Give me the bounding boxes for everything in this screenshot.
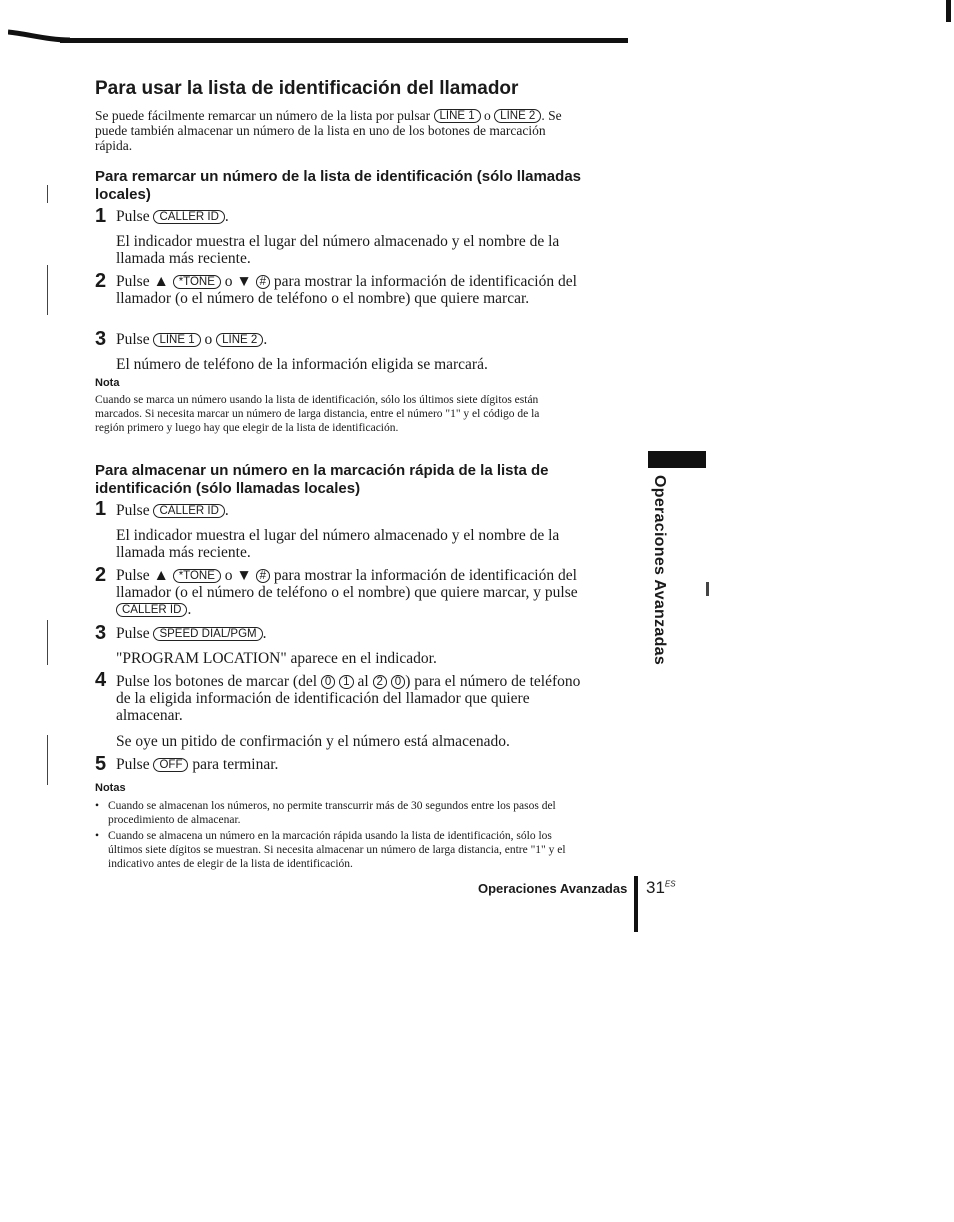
section-tab-marker	[648, 451, 706, 468]
footer-divider	[634, 876, 638, 932]
step-text: Pulse ▲ *TONE o ▼ # para mostrar la información de identificación del llamador (o el número de teléfono o el nombre) que quiere marcar, y pulse CALLER ID .	[116, 567, 578, 618]
digit-0-key: 0	[391, 675, 405, 689]
step-text: Pulse LINE 1 o LINE 2 .	[116, 331, 268, 348]
line-2-key: LINE 2	[216, 333, 263, 347]
scan-speck	[47, 735, 48, 785]
header-rule	[60, 38, 628, 43]
step-description: "PROGRAM LOCATION" aparece en el indicador.	[116, 650, 437, 667]
scan-speck	[47, 265, 48, 315]
step-description: El indicador muestra el lugar del número almacenado y el nombre de la llamada más reciente.	[116, 527, 560, 561]
scan-speck	[706, 582, 709, 596]
page-number: $31^{ES}$	[646, 878, 676, 897]
tone-key: *TONE	[173, 275, 221, 289]
note-heading: Nota	[95, 377, 120, 389]
line-1-key: LINE 1	[434, 109, 481, 123]
step-number: 3	[95, 328, 107, 350]
step-number: 2	[95, 270, 107, 292]
sidebar-section-label: Operaciones Avanzadas	[651, 475, 668, 666]
note-item: • Cuando se almacenan los números, no permite transcurrir más de 30 segundos entre los pasos del procedimiento de almacenar.	[95, 800, 556, 826]
step-text: Pulse SPEED DIAL/PGM .	[116, 625, 267, 642]
step-number: 5	[95, 753, 107, 775]
step-description: El número de teléfono de la información eligida se marcará.	[116, 356, 488, 373]
step-description: Se oye un pitido de confirmación y el número está almacenado.	[116, 733, 510, 750]
note-item: • Cuando se almacena un número en la marcación rápida usando la lista de identificación, sólo los últimos siete dígitos se muestran. Si necesita almacenar un número de larga distancia, entre "1" y el indicativo antes de elegir de la lista de identificación.	[95, 830, 566, 870]
step-text: Pulse ▲ *TONE o ▼ # para mostrar la información de identificación del llamador (o el número de teléfono o el nombre) que quiere marcar.	[116, 273, 577, 307]
step-description: El indicador muestra el lugar del número almacenado y el nombre de la llamada más reciente.	[116, 233, 560, 267]
step-text: Pulse CALLER ID .	[116, 502, 229, 519]
digit-0-key: 0	[321, 675, 335, 689]
step-number: 1	[95, 498, 107, 520]
scan-speck	[47, 620, 48, 665]
digit-1-key: 1	[339, 675, 353, 689]
page-title: Para usar la lista de identificación del llamador	[95, 78, 519, 99]
speed-dial-pgm-key: SPEED DIAL/PGM	[153, 627, 262, 641]
line-2-key: LINE 2	[494, 109, 541, 123]
notes-heading: Notas	[95, 782, 126, 794]
footer-section-label: Operaciones Avanzadas	[478, 881, 628, 896]
caller-id-key: CALLER ID	[153, 504, 224, 518]
caller-id-key: CALLER ID	[116, 603, 187, 617]
off-key: OFF	[153, 758, 188, 772]
tone-key: *TONE	[173, 569, 221, 583]
step-text: Pulse CALLER ID .	[116, 208, 229, 225]
line-1-key: LINE 1	[153, 333, 200, 347]
section-heading-store: Para almacenar un número en la marcación rápida de la lista de identificación (sólo llamadas locales)	[95, 462, 549, 497]
step-number: 3	[95, 622, 107, 644]
scan-speck	[47, 185, 48, 203]
pound-key: #	[256, 569, 270, 583]
note-text: Cuando se marca un número usando la lista de identificación, sólo los últimos siete dígitos están marcados. Si necesita marcar un número de larga distancia, entre el número "1" y el código de la región primero y luego hay que elegir de la lista de identificación.	[95, 394, 540, 434]
step-text: Pulse los botones de marcar (del 0 1 al 2 0 ) para el número de teléfono de la eligida información de identificación del llamador que quiere almacenar.	[116, 673, 581, 724]
digit-2-key: 2	[373, 675, 387, 689]
intro-paragraph: Se puede fácilmente remarcar un número de la lista por pulsar LINE 1 o LINE 2 . Se puede también almacenar un número de la lista en uno de los botones de marcación rápida.	[95, 108, 562, 153]
section-heading-redial: Para remarcar un número de la lista de identificación (sólo llamadas locales)	[95, 168, 581, 203]
step-number: 1	[95, 205, 107, 227]
step-number: 4	[95, 669, 107, 691]
caller-id-key: CALLER ID	[153, 210, 224, 224]
step-text: Pulse OFF para terminar.	[116, 756, 279, 773]
pound-key: #	[256, 275, 270, 289]
page-edge-mark	[946, 0, 951, 22]
step-number: 2	[95, 564, 107, 586]
